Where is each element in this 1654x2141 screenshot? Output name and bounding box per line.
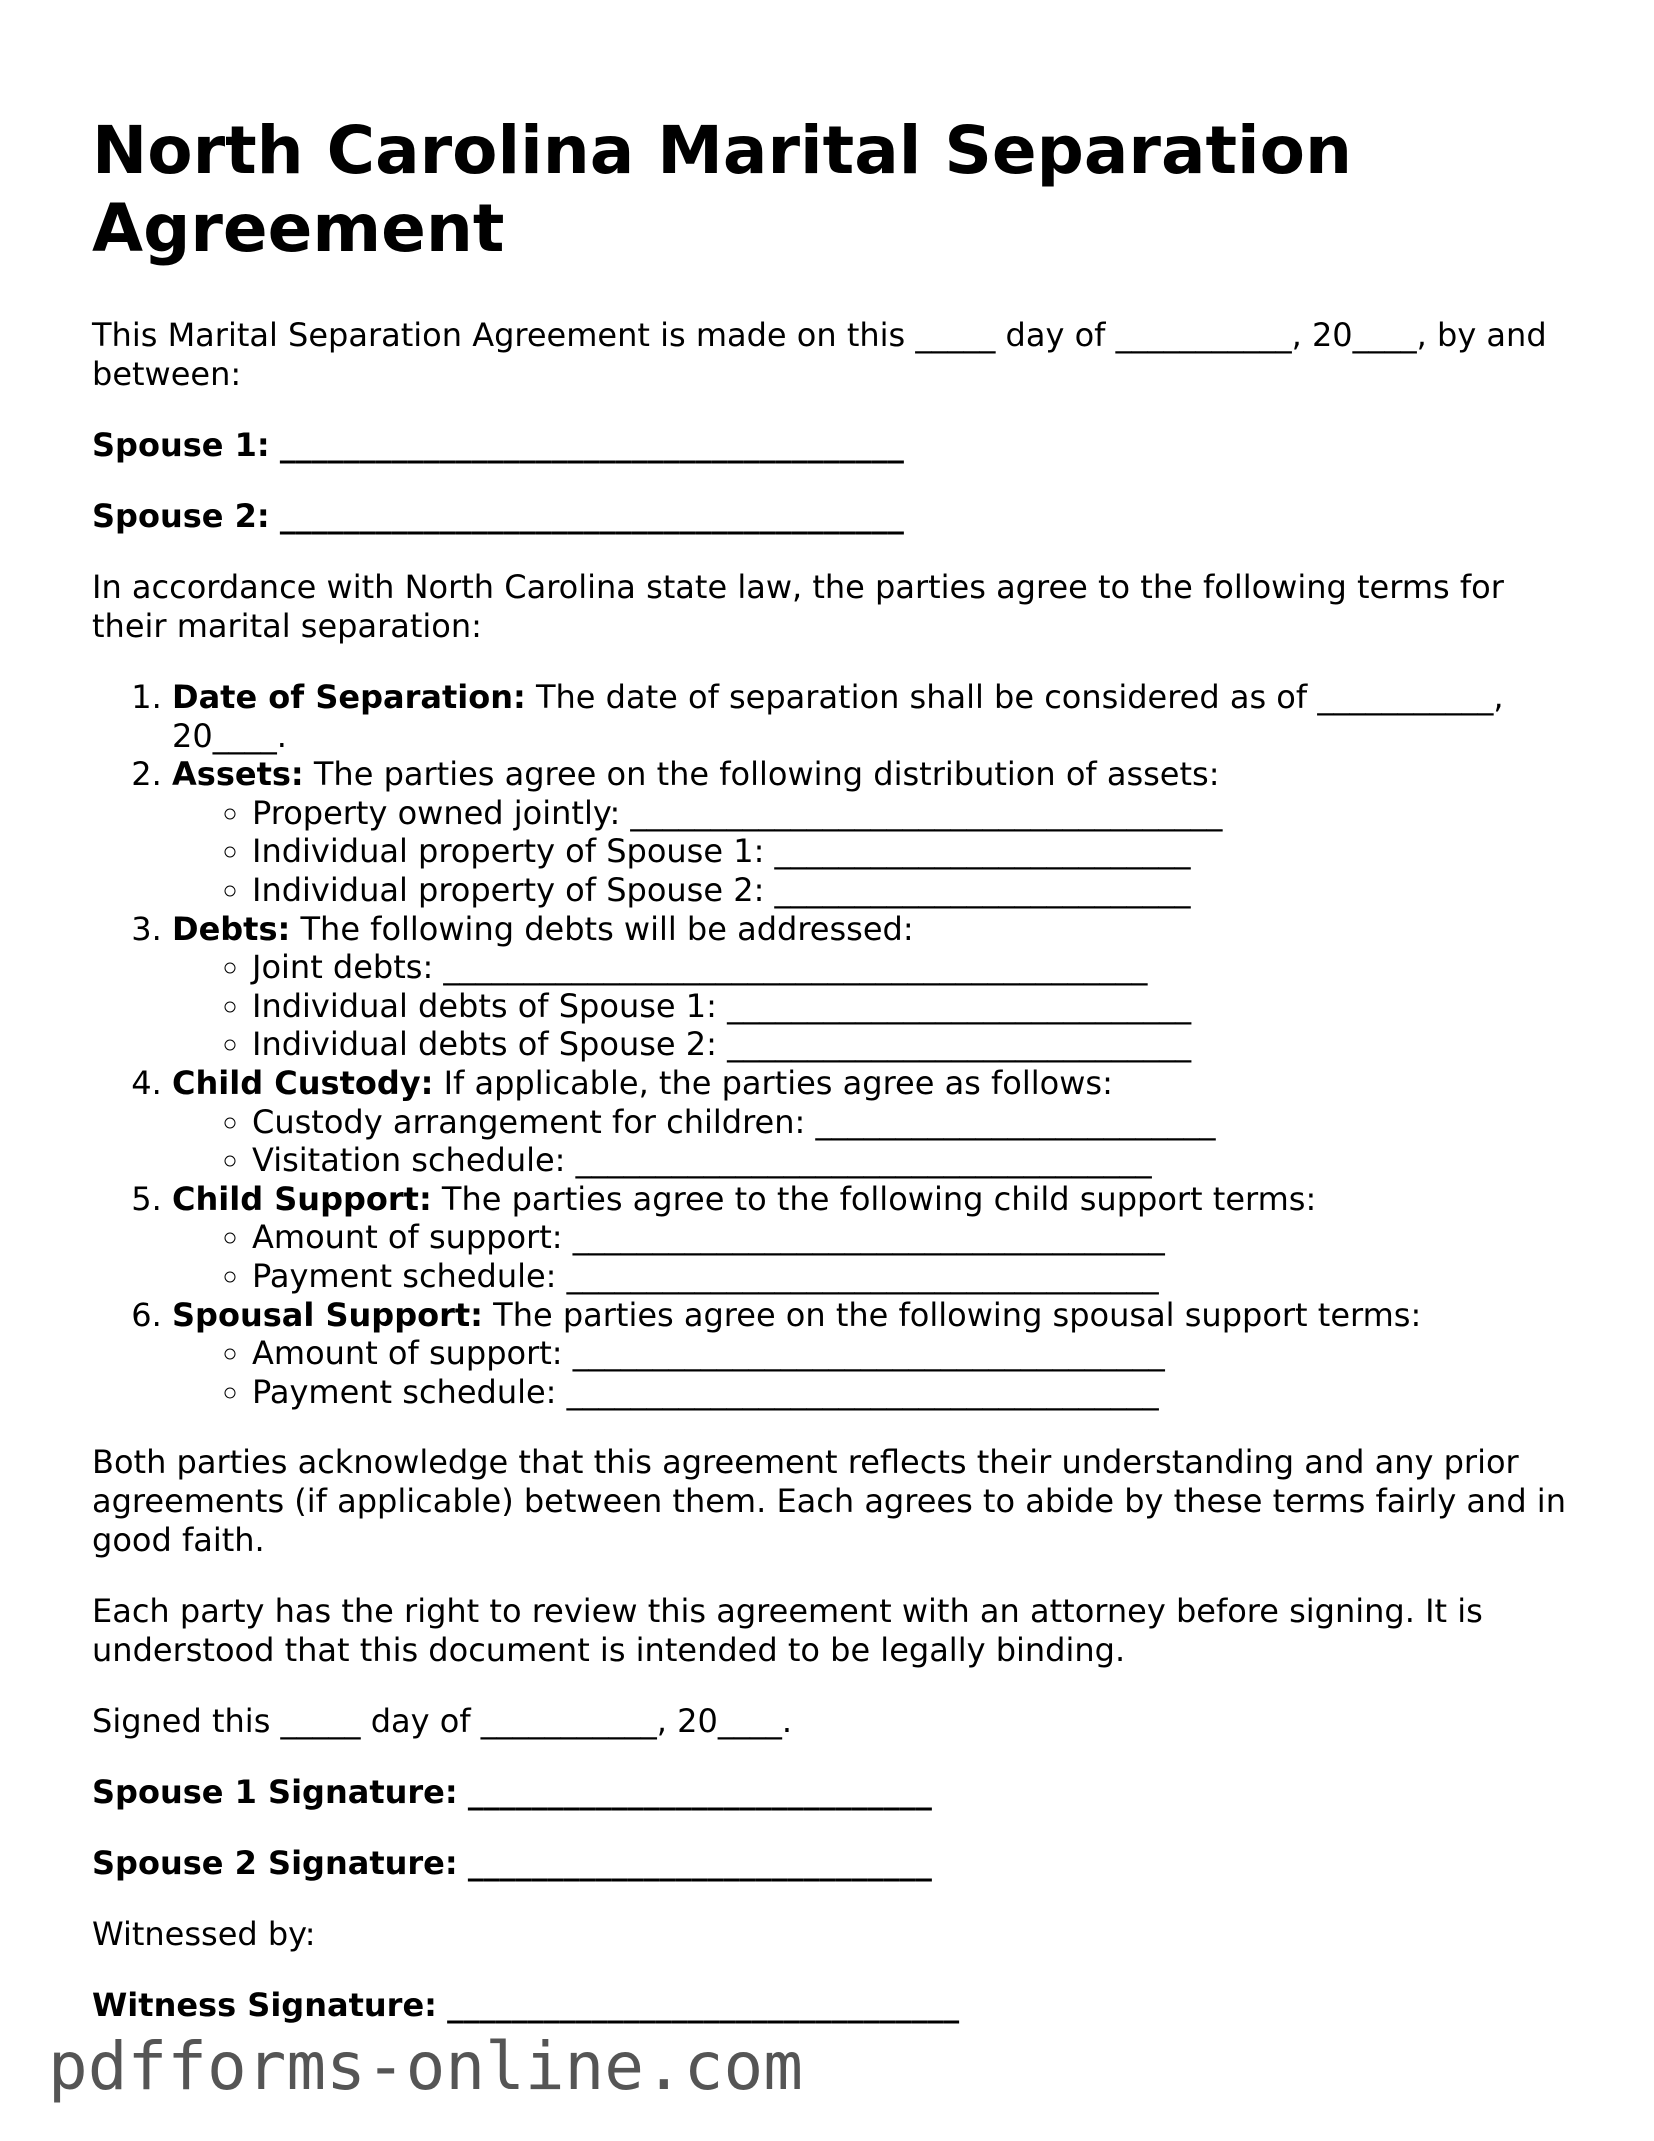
term-debts bbox=[172, 910, 1572, 1064]
witness-signature-blank[interactable]: ________________________________ bbox=[447, 1986, 960, 2025]
term-text: The parties agree to the following child support terms: bbox=[441, 1179, 1317, 1218]
list-item[interactable]: ◦ Payment schedule: _____________________________________ bbox=[252, 1257, 1572, 1296]
term-text: The date of separation shall be considered as of ___________, 20____. bbox=[172, 678, 1504, 755]
term-label: Child Custody: bbox=[172, 1063, 434, 1102]
term-text: The parties agree on the following spousal support terms: bbox=[493, 1295, 1422, 1334]
spouse1-blank[interactable]: _______________________________________ bbox=[279, 426, 904, 464]
child-support-sublist bbox=[172, 1218, 1572, 1295]
spouse2-line bbox=[92, 497, 1572, 536]
spouse1-label: Spouse 1: bbox=[92, 426, 270, 464]
list-item[interactable]: ◦ Property owned jointly: _____________________________________ bbox=[252, 794, 1572, 833]
list-item[interactable]: ◦ Individual debts of Spouse 2: _____________________________ bbox=[252, 1025, 1572, 1064]
signed-date-line[interactable]: Signed this _____ day of ___________, 20____. bbox=[92, 1702, 792, 1741]
spouse2-blank[interactable]: _______________________________________ bbox=[279, 497, 904, 535]
term-label: Spousal Support: bbox=[172, 1295, 483, 1334]
spouse1-signature-blank[interactable]: _____________________________ bbox=[467, 1773, 932, 1812]
custody-sublist bbox=[172, 1103, 1572, 1180]
term-label: Child Support: bbox=[172, 1179, 432, 1218]
term-text: The parties agree on the following distribution of assets: bbox=[313, 755, 1220, 794]
list-item[interactable]: ◦ Payment schedule: _____________________________________ bbox=[252, 1373, 1572, 1412]
debts-sublist bbox=[172, 948, 1572, 1064]
document-title: North Carolina Marital Separation Agreement bbox=[92, 112, 1352, 267]
term-label: Assets: bbox=[172, 755, 304, 794]
term-child-support bbox=[172, 1180, 1572, 1296]
list-item[interactable]: ◦ Individual property of Spouse 1: __________________________ bbox=[252, 832, 1572, 871]
term-label: Date of Separation: bbox=[172, 678, 526, 716]
spouse1-line bbox=[92, 426, 1572, 465]
term-spousal-support bbox=[172, 1296, 1572, 1412]
assets-sublist bbox=[172, 794, 1572, 910]
list-item[interactable]: ◦ Joint debts: ____________________________________________ bbox=[252, 948, 1572, 987]
witnessed-by: Witnessed by: bbox=[92, 1915, 316, 1954]
spouse2-signature-label: Spouse 2 Signature: bbox=[92, 1844, 458, 1883]
term-date-of-separation bbox=[172, 678, 1572, 755]
list-item[interactable]: ◦ Individual debts of Spouse 1: _____________________________ bbox=[252, 987, 1572, 1026]
accordance-paragraph: In accordance with North Carolina state law, the parties agree to the following terms for their marital separation: bbox=[92, 568, 1504, 645]
list-item[interactable]: ◦ Individual property of Spouse 2: __________________________ bbox=[252, 871, 1572, 910]
spousal-support-sublist bbox=[172, 1334, 1572, 1411]
list-item[interactable]: ◦ Amount of support: _____________________________________ bbox=[252, 1218, 1572, 1257]
spouse1-signature-line bbox=[92, 1773, 1572, 1812]
list-item[interactable]: ◦ Amount of support: _____________________________________ bbox=[252, 1334, 1572, 1373]
terms-list bbox=[92, 678, 1572, 1411]
term-assets bbox=[172, 755, 1572, 909]
watermark: pdfforms-online.com bbox=[48, 2028, 803, 2105]
term-text: The following debts will be addressed: bbox=[300, 909, 914, 948]
acknowledge-paragraph: Both parties acknowledge that this agreement reflects their understanding and any prior agreements (if applicable) between them. Each agrees to abide by these terms fairly and in good faith. bbox=[92, 1443, 1566, 1560]
list-item[interactable]: ◦ Custody arrangement for children: _________________________ bbox=[252, 1103, 1572, 1142]
spouse2-signature-line bbox=[92, 1844, 1572, 1883]
intro-paragraph: This Marital Separation Agreement is made on this _____ day of ___________, 20____, by and between: bbox=[92, 316, 1547, 393]
list-item[interactable]: ◦ Visitation schedule: ____________________________________ bbox=[252, 1141, 1572, 1180]
term-text: If applicable, the parties agree as follows: bbox=[443, 1063, 1113, 1102]
spouse1-signature-label: Spouse 1 Signature: bbox=[92, 1773, 458, 1812]
witness-signature-label: Witness Signature: bbox=[92, 1986, 437, 2025]
witness-signature-line bbox=[92, 1986, 1572, 2025]
review-paragraph: Each party has the right to review this agreement with an attorney before signing. It is understood that this document is intended to be legally binding. bbox=[92, 1592, 1483, 1670]
spouse2-signature-blank[interactable]: _____________________________ bbox=[467, 1844, 932, 1883]
term-child-custody bbox=[172, 1064, 1572, 1180]
document-page bbox=[92, 112, 1572, 2057]
spouse2-label: Spouse 2: bbox=[92, 497, 270, 535]
term-label: Debts: bbox=[172, 909, 291, 948]
